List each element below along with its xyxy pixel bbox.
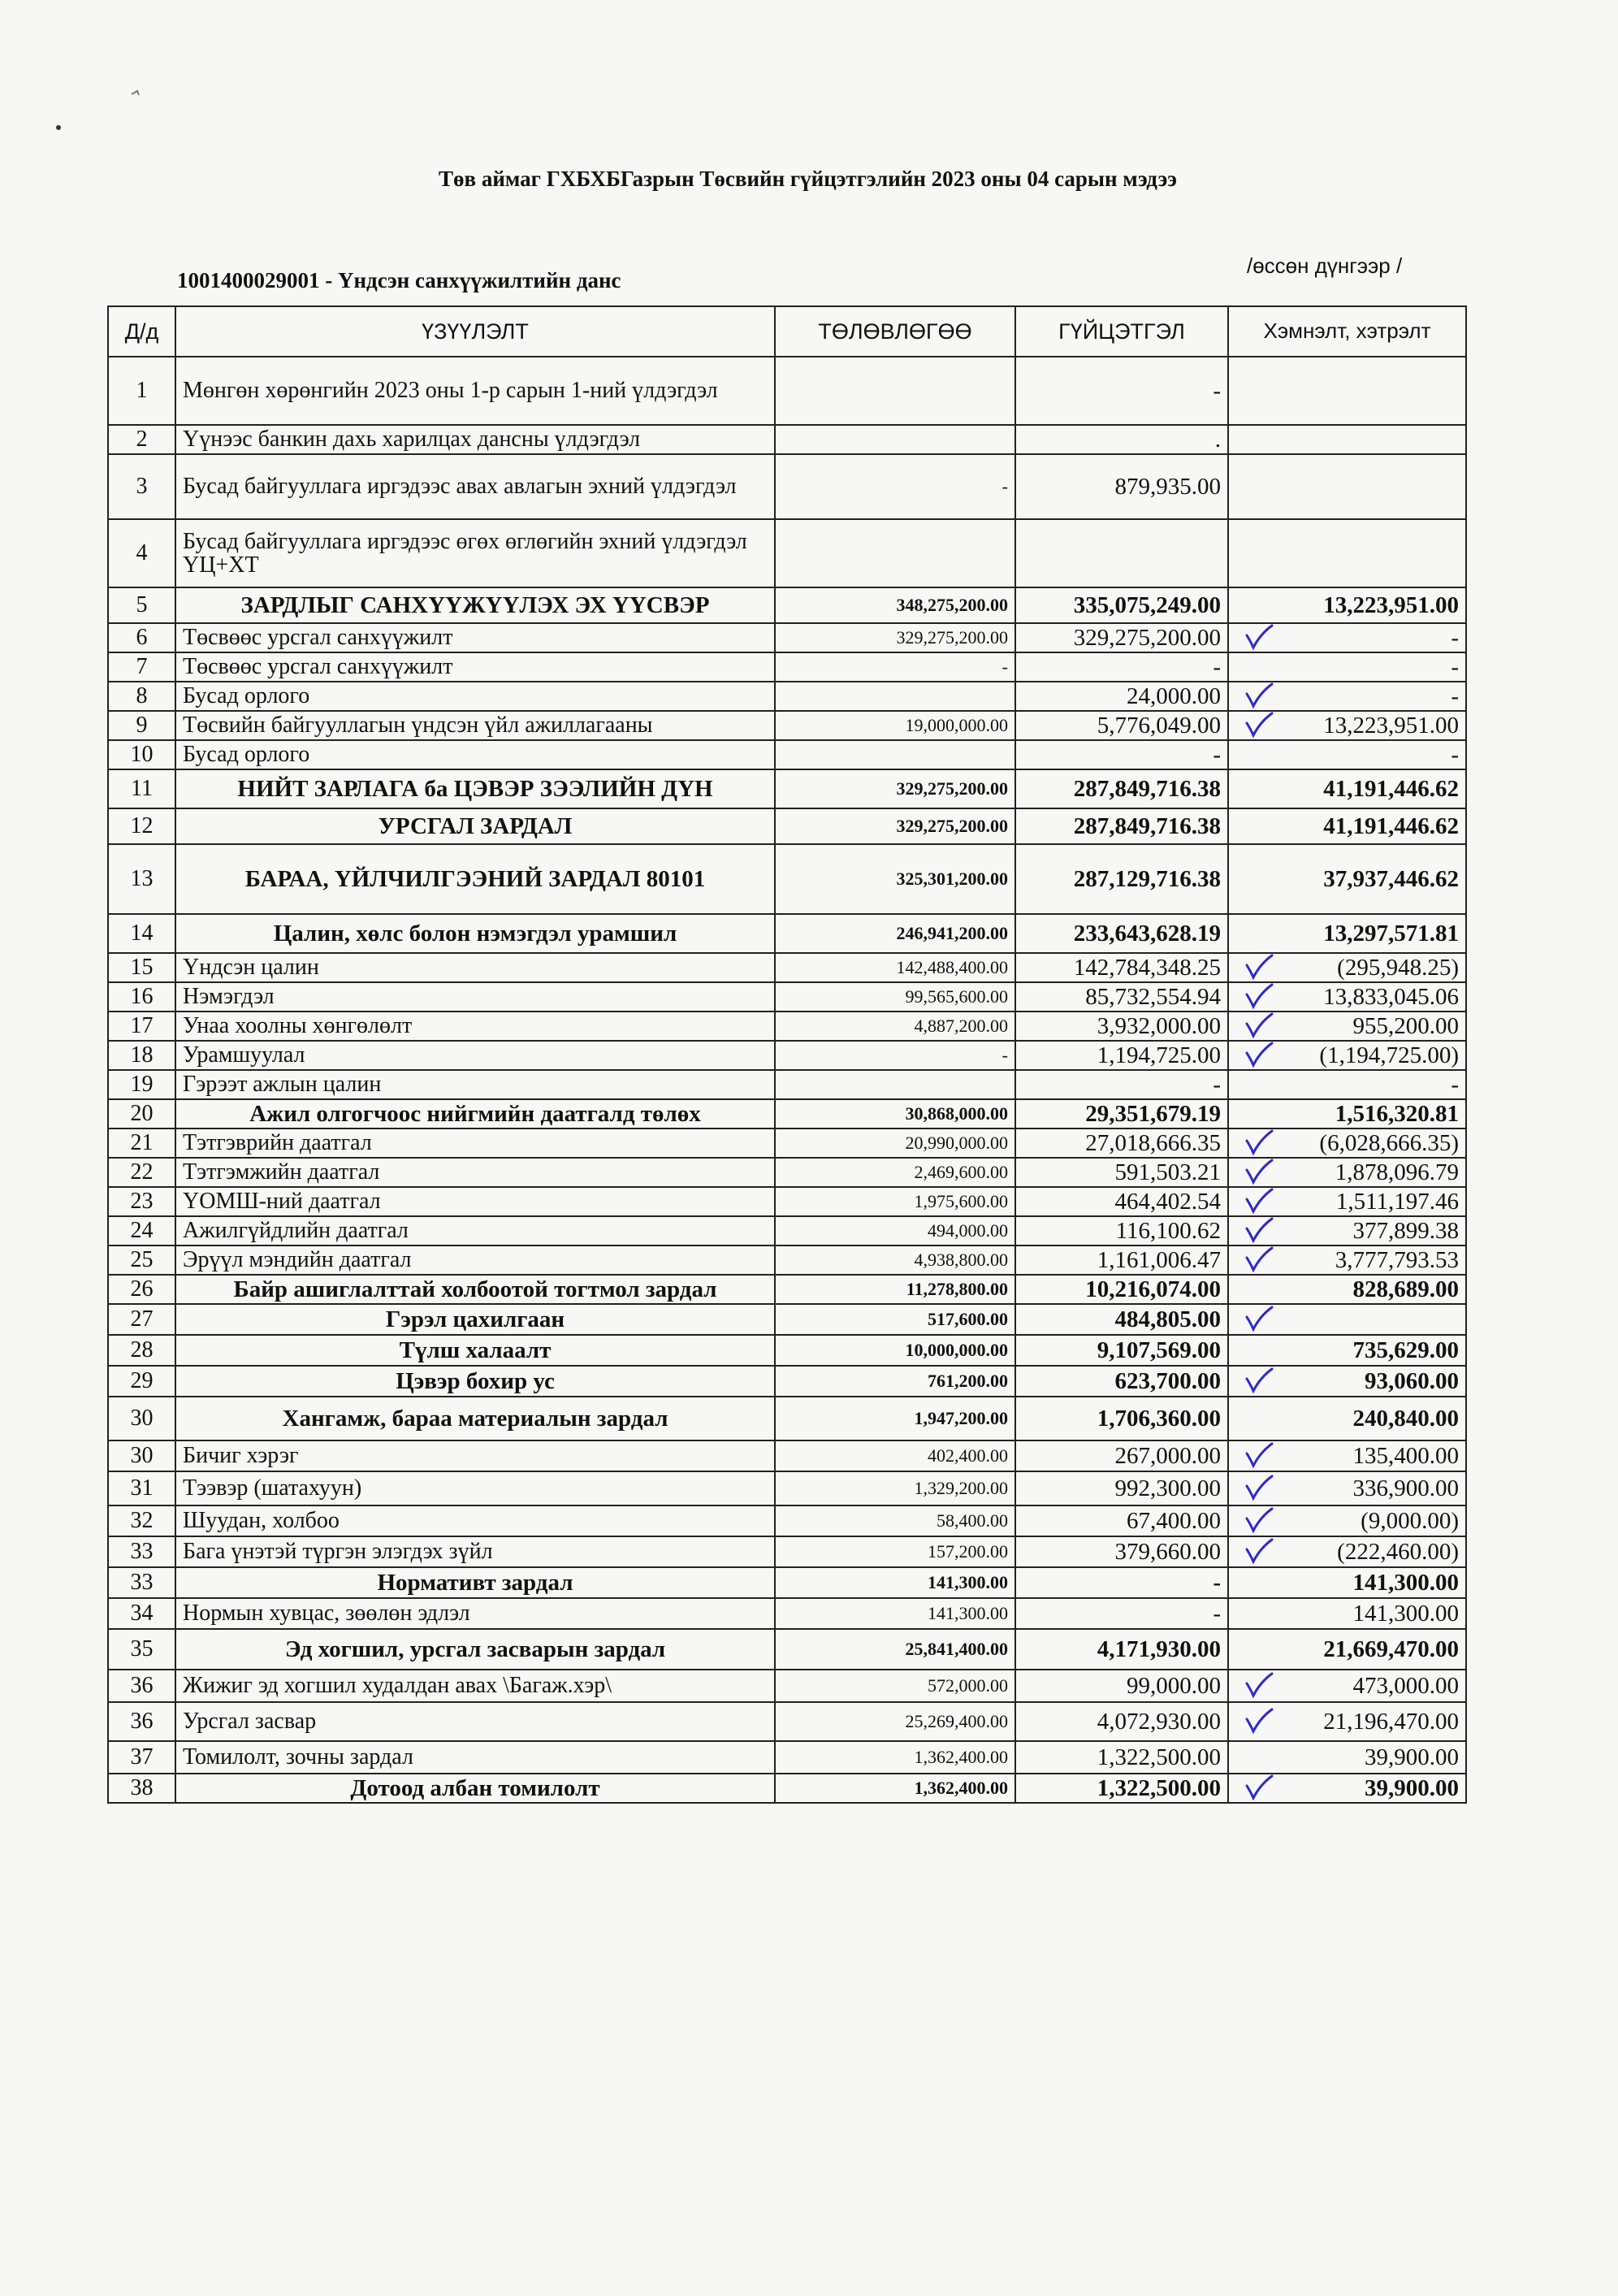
row-label: Бусад орлого xyxy=(175,682,775,711)
diff-cell xyxy=(1228,454,1466,519)
row-label: Дотоод албан томилолт xyxy=(175,1774,775,1803)
row-label: Нормын хувцас, зөөлөн эдлэл xyxy=(175,1598,775,1629)
row-label: ЗАРДЛЫГ САНХҮҮЖҮҮЛЭХ ЭХ ҮҮСВЭР xyxy=(175,587,775,623)
row-number: 38 xyxy=(108,1774,175,1803)
exec-cell: 5,776,049.00 xyxy=(1015,711,1228,740)
table-row xyxy=(108,740,1466,769)
row-label: Цалин, хөлс болон нэмэгдэл урамшил xyxy=(175,914,775,953)
row-number: 19 xyxy=(108,1070,175,1099)
row-label: Мөнгөн хөрөнгийн 2023 оны 1-р сарын 1-ний үлдэгдэл xyxy=(175,357,775,425)
row-label: Цэвэр бохир ус xyxy=(175,1366,775,1397)
plan-cell: 4,938,800.00 xyxy=(775,1245,1015,1275)
table-row xyxy=(108,652,1466,682)
checkmark-icon xyxy=(1244,1708,1274,1734)
table-row xyxy=(108,1275,1466,1304)
row-number: 2 xyxy=(108,425,175,454)
exec-cell: 591,503.21 xyxy=(1015,1158,1228,1187)
checkmark-icon xyxy=(1244,624,1274,650)
exec-cell: 233,643,628.19 xyxy=(1015,914,1228,953)
plan-cell: 325,301,200.00 xyxy=(775,844,1015,914)
exec-cell: 116,100.62 xyxy=(1015,1216,1228,1245)
diff-cell: (1,194,725.00) xyxy=(1228,1041,1466,1070)
row-label: Тэтгэмжийн даатгал xyxy=(175,1158,775,1187)
row-label: Урамшуулал xyxy=(175,1041,775,1070)
diff-cell: - xyxy=(1228,682,1466,711)
row-label: Хангамж, бараа материалын зардал xyxy=(175,1397,775,1440)
checkmark-icon xyxy=(1244,1159,1274,1185)
exec-cell: 4,072,930.00 xyxy=(1015,1702,1228,1741)
row-number: 20 xyxy=(108,1099,175,1129)
diff-cell: 1,516,320.81 xyxy=(1228,1099,1466,1129)
row-label: Төсвийн байгууллагын үндсэн үйл ажиллагааны xyxy=(175,711,775,740)
table-row xyxy=(108,454,1466,519)
diff-cell: 13,223,951.00 xyxy=(1228,711,1466,740)
row-number: 9 xyxy=(108,711,175,740)
diff-cell xyxy=(1228,425,1466,454)
diff-cell: - xyxy=(1228,1070,1466,1099)
exec-cell: 623,700.00 xyxy=(1015,1366,1228,1397)
plan-cell xyxy=(775,1070,1015,1099)
plan-cell: 25,269,400.00 xyxy=(775,1702,1015,1741)
exec-cell: 287,849,716.38 xyxy=(1015,808,1228,844)
plan-cell: 10,000,000.00 xyxy=(775,1335,1015,1366)
table-row xyxy=(108,1629,1466,1670)
exec-cell: 335,075,249.00 xyxy=(1015,587,1228,623)
table-row xyxy=(108,587,1466,623)
plan-cell: 494,000.00 xyxy=(775,1216,1015,1245)
row-number: 5 xyxy=(108,587,175,623)
row-label: Эрүүл мэндийн даатгал xyxy=(175,1245,775,1275)
row-label: Үүнээс банкин дахь харилцах дансны үлдэгдэл xyxy=(175,425,775,454)
row-label: Нэмэгдэл xyxy=(175,982,775,1012)
plan-cell: 517,600.00 xyxy=(775,1304,1015,1335)
row-number: 29 xyxy=(108,1366,175,1397)
diff-cell xyxy=(1228,357,1466,425)
plan-cell: 142,488,400.00 xyxy=(775,953,1015,982)
diff-cell: 135,400.00 xyxy=(1228,1440,1466,1471)
row-number: 27 xyxy=(108,1304,175,1335)
row-label: Жижиг эд хогшил худалдан авах \Багаж.хэр\ xyxy=(175,1670,775,1702)
diff-cell: 39,900.00 xyxy=(1228,1741,1466,1774)
table-row xyxy=(108,1397,1466,1440)
row-number: 34 xyxy=(108,1598,175,1629)
exec-cell: 1,322,500.00 xyxy=(1015,1774,1228,1803)
diff-cell: 41,191,446.62 xyxy=(1228,808,1466,844)
row-label: БАРАА, ҮЙЛЧИЛГЭЭНИЙ ЗАРДАЛ 80101 xyxy=(175,844,775,914)
table-row xyxy=(108,357,1466,425)
plan-cell: 25,841,400.00 xyxy=(775,1629,1015,1670)
exec-cell: 879,935.00 xyxy=(1015,454,1228,519)
row-label: Ажилгүйдлийн даатгал xyxy=(175,1216,775,1245)
row-number: 4 xyxy=(108,519,175,587)
col-header-no: Д/д xyxy=(108,306,175,357)
diff-cell: 1,878,096.79 xyxy=(1228,1158,1466,1187)
row-number: 16 xyxy=(108,982,175,1012)
table-row xyxy=(108,769,1466,808)
row-label: Бичиг хэрэг xyxy=(175,1440,775,1471)
exec-cell: 379,660.00 xyxy=(1015,1536,1228,1567)
table-row xyxy=(108,1741,1466,1774)
plan-cell xyxy=(775,519,1015,587)
col-header-diff: Хэмнэлт, хэтрэлт xyxy=(1228,306,1466,357)
row-number: 7 xyxy=(108,652,175,682)
checkmark-icon xyxy=(1244,1188,1274,1214)
plan-cell: 1,947,200.00 xyxy=(775,1397,1015,1440)
diff-cell: 21,669,470.00 xyxy=(1228,1629,1466,1670)
exec-cell xyxy=(1015,519,1228,587)
plan-cell: 402,400.00 xyxy=(775,1440,1015,1471)
row-number: 10 xyxy=(108,740,175,769)
exec-cell: 1,706,360.00 xyxy=(1015,1397,1228,1440)
plan-cell: 1,362,400.00 xyxy=(775,1741,1015,1774)
plan-cell xyxy=(775,740,1015,769)
table-row xyxy=(108,844,1466,914)
row-label: УРСГАЛ ЗАРДАЛ xyxy=(175,808,775,844)
plan-cell: - xyxy=(775,1041,1015,1070)
checkmark-icon xyxy=(1244,1246,1274,1272)
table-row xyxy=(108,1567,1466,1598)
plan-cell: 329,275,200.00 xyxy=(775,623,1015,652)
plan-cell: 141,300.00 xyxy=(775,1598,1015,1629)
plan-cell: 58,400.00 xyxy=(775,1505,1015,1536)
row-number: 26 xyxy=(108,1275,175,1304)
col-header-exec: ГҮЙЦЭТГЭЛ xyxy=(1015,306,1228,357)
plan-cell: - xyxy=(775,652,1015,682)
plan-cell: 157,200.00 xyxy=(775,1536,1015,1567)
diff-cell: 41,191,446.62 xyxy=(1228,769,1466,808)
checkmark-icon xyxy=(1244,1475,1274,1501)
row-number: 3 xyxy=(108,454,175,519)
plan-cell: 4,887,200.00 xyxy=(775,1012,1015,1041)
row-label: Бусад байгууллага иргэдээс авах авлагын эхний үлдэгдэл xyxy=(175,454,775,519)
exec-cell: 329,275,200.00 xyxy=(1015,623,1228,652)
row-label: НИЙТ ЗАРЛАГА ба ЦЭВЭР ЗЭЭЛИЙН ДҮН xyxy=(175,769,775,808)
diff-cell: 13,297,571.81 xyxy=(1228,914,1466,953)
table-row xyxy=(108,1070,1466,1099)
exec-cell: 287,849,716.38 xyxy=(1015,769,1228,808)
diff-cell: - xyxy=(1228,740,1466,769)
exec-cell: 142,784,348.25 xyxy=(1015,953,1228,982)
checkmark-icon xyxy=(1244,712,1274,738)
row-label: Ажил олгогчоос нийгмийн даатгалд төлөх xyxy=(175,1099,775,1129)
plan-cell: 2,469,600.00 xyxy=(775,1158,1015,1187)
row-label: Унаа хоолны хөнгөлөлт xyxy=(175,1012,775,1041)
plan-cell: 20,990,000.00 xyxy=(775,1129,1015,1158)
diff-cell: 735,629.00 xyxy=(1228,1335,1466,1366)
row-number: 30 xyxy=(108,1397,175,1440)
diff-cell: 3,777,793.53 xyxy=(1228,1245,1466,1275)
row-label: Шуудан, холбоо xyxy=(175,1505,775,1536)
row-number: 32 xyxy=(108,1505,175,1536)
exec-cell: 484,805.00 xyxy=(1015,1304,1228,1335)
row-number: 13 xyxy=(108,844,175,914)
exec-cell: 24,000.00 xyxy=(1015,682,1228,711)
exec-cell: 267,000.00 xyxy=(1015,1440,1228,1471)
checkmark-icon xyxy=(1244,1367,1274,1393)
diff-cell: 1,511,197.46 xyxy=(1228,1187,1466,1216)
row-label: Нормативт зардал xyxy=(175,1567,775,1598)
diff-cell: 13,833,045.06 xyxy=(1228,982,1466,1012)
row-label: Томилолт, зочны зардал xyxy=(175,1741,775,1774)
row-number: 1 xyxy=(108,357,175,425)
exec-cell: - xyxy=(1015,1598,1228,1629)
exec-cell: 1,161,006.47 xyxy=(1015,1245,1228,1275)
plan-cell: 572,000.00 xyxy=(775,1670,1015,1702)
table-row xyxy=(108,519,1466,587)
exec-cell: 3,932,000.00 xyxy=(1015,1012,1228,1041)
table-row xyxy=(108,425,1466,454)
row-label: Гэрэл цахилгаан xyxy=(175,1304,775,1335)
diff-cell: 141,300.00 xyxy=(1228,1598,1466,1629)
exec-cell: - xyxy=(1015,652,1228,682)
plan-cell: 11,278,800.00 xyxy=(775,1275,1015,1304)
col-header-item: ҮЗҮҮЛЭЛТ xyxy=(175,306,775,357)
plan-cell: 761,200.00 xyxy=(775,1366,1015,1397)
row-number: 14 xyxy=(108,914,175,953)
diff-cell: (295,948.25) xyxy=(1228,953,1466,982)
row-number: 33 xyxy=(108,1536,175,1567)
row-label: Төсвөөс урсгал санхүүжилт xyxy=(175,623,775,652)
scan-speck-mark xyxy=(130,88,141,99)
exec-cell: 464,402.54 xyxy=(1015,1187,1228,1216)
plan-cell: 1,362,400.00 xyxy=(775,1774,1015,1803)
row-number: 17 xyxy=(108,1012,175,1041)
row-label: Тээвэр (шатахуун) xyxy=(175,1471,775,1505)
exec-cell: 27,018,666.35 xyxy=(1015,1129,1228,1158)
plan-cell: 19,000,000.00 xyxy=(775,711,1015,740)
diff-cell: (6,028,666.35) xyxy=(1228,1129,1466,1158)
row-number: 6 xyxy=(108,623,175,652)
exec-cell: - xyxy=(1015,740,1228,769)
table-header-row xyxy=(108,306,1466,357)
exec-cell: . xyxy=(1015,425,1228,454)
row-number: 24 xyxy=(108,1216,175,1245)
exec-cell: 1,322,500.00 xyxy=(1015,1741,1228,1774)
diff-cell: (222,460.00) xyxy=(1228,1536,1466,1567)
checkmark-icon xyxy=(1244,1774,1274,1800)
checkmark-icon xyxy=(1244,1672,1274,1698)
diff-cell xyxy=(1228,519,1466,587)
table-row xyxy=(108,914,1466,953)
row-label: Гэрээт ажлын цалин xyxy=(175,1070,775,1099)
row-label: ҮОМШ-ний даатгал xyxy=(175,1187,775,1216)
plan-cell: 348,275,200.00 xyxy=(775,587,1015,623)
diff-cell: 21,196,470.00 xyxy=(1228,1702,1466,1741)
plan-cell: 246,941,200.00 xyxy=(775,914,1015,953)
exec-cell: 1,194,725.00 xyxy=(1015,1041,1228,1070)
row-number: 15 xyxy=(108,953,175,982)
plan-cell: 141,300.00 xyxy=(775,1567,1015,1598)
row-label: Байр ашиглалттай холбоотой тогтмол зардал xyxy=(175,1275,775,1304)
plan-cell: 99,565,600.00 xyxy=(775,982,1015,1012)
diff-cell: 377,899.38 xyxy=(1228,1216,1466,1245)
plan-cell: 329,275,200.00 xyxy=(775,769,1015,808)
row-label: Төсвөөс урсгал санхүүжилт xyxy=(175,652,775,682)
scan-speck-mark xyxy=(54,122,65,133)
row-number: 11 xyxy=(108,769,175,808)
row-number: 18 xyxy=(108,1041,175,1070)
row-label: Урсгал засвар xyxy=(175,1702,775,1741)
exec-cell: 67,400.00 xyxy=(1015,1505,1228,1536)
table-row xyxy=(108,1099,1466,1129)
diff-cell: 336,900.00 xyxy=(1228,1471,1466,1505)
account-label: 1001400029001 - Үндсэн санхүүжилтийн данс xyxy=(177,268,621,292)
plan-cell: 1,975,600.00 xyxy=(775,1187,1015,1216)
table-row xyxy=(108,808,1466,844)
row-label: Үндсэн цалин xyxy=(175,953,775,982)
row-label: Түлш халаалт xyxy=(175,1335,775,1366)
row-number: 30 xyxy=(108,1440,175,1471)
checkmark-icon xyxy=(1244,1042,1274,1068)
checkmark-icon xyxy=(1244,1129,1274,1155)
exec-cell: 29,351,679.19 xyxy=(1015,1099,1228,1129)
row-number: 21 xyxy=(108,1129,175,1158)
diff-cell: 93,060.00 xyxy=(1228,1366,1466,1397)
table-body xyxy=(108,357,1466,1803)
row-number: 37 xyxy=(108,1741,175,1774)
exec-cell: 85,732,554.94 xyxy=(1015,982,1228,1012)
exec-cell: - xyxy=(1015,1567,1228,1598)
row-number: 22 xyxy=(108,1158,175,1187)
row-number: 31 xyxy=(108,1471,175,1505)
checkmark-icon xyxy=(1244,682,1274,708)
checkmark-icon xyxy=(1244,1442,1274,1468)
row-number: 8 xyxy=(108,682,175,711)
exec-cell: - xyxy=(1015,1070,1228,1099)
row-label: Тэтгэврийн даатгал xyxy=(175,1129,775,1158)
exec-cell: - xyxy=(1015,357,1228,425)
checkmark-icon xyxy=(1244,1538,1274,1564)
checkmark-icon xyxy=(1244,1012,1274,1038)
diff-cell: 473,000.00 xyxy=(1228,1670,1466,1702)
diff-cell: 37,937,446.62 xyxy=(1228,844,1466,914)
table-row xyxy=(108,1335,1466,1366)
exec-cell: 9,107,569.00 xyxy=(1015,1335,1228,1366)
row-number: 35 xyxy=(108,1629,175,1670)
row-number: 12 xyxy=(108,808,175,844)
checkmark-icon xyxy=(1244,954,1274,980)
col-header-plan: ТӨЛӨВЛӨГӨӨ xyxy=(775,306,1015,357)
checkmark-icon xyxy=(1244,1507,1274,1533)
table-row xyxy=(108,1598,1466,1629)
exec-cell: 287,129,716.38 xyxy=(1015,844,1228,914)
row-number: 36 xyxy=(108,1670,175,1702)
plan-cell xyxy=(775,682,1015,711)
exec-cell: 10,216,074.00 xyxy=(1015,1275,1228,1304)
unit-note: /өссөн дүнгээр / xyxy=(1247,253,1403,278)
diff-cell: 955,200.00 xyxy=(1228,1012,1466,1041)
diff-cell: (9,000.00) xyxy=(1228,1505,1466,1536)
diff-cell: 828,689.00 xyxy=(1228,1275,1466,1304)
plan-cell: - xyxy=(775,454,1015,519)
row-label: Бусад орлого xyxy=(175,740,775,769)
plan-cell: 329,275,200.00 xyxy=(775,808,1015,844)
plan-cell xyxy=(775,425,1015,454)
diff-cell: 240,840.00 xyxy=(1228,1397,1466,1440)
checkmark-icon xyxy=(1244,1217,1274,1243)
row-number: 25 xyxy=(108,1245,175,1275)
plan-cell: 30,868,000.00 xyxy=(775,1099,1015,1129)
exec-cell: 99,000.00 xyxy=(1015,1670,1228,1702)
report-title: Төв аймаг ГХБХБГазрын Төсвийн гүйцэтгэлийн 2023 оны 04 сарын мэдээ xyxy=(439,167,1177,191)
row-label: Бага үнэтэй түргэн элэгдэх зүйл xyxy=(175,1536,775,1567)
diff-cell: 39,900.00 xyxy=(1228,1774,1466,1803)
row-label: Эд хогшил, урсгал засварын зардал xyxy=(175,1629,775,1670)
plan-cell xyxy=(775,357,1015,425)
row-number: 28 xyxy=(108,1335,175,1366)
row-number: 33 xyxy=(108,1567,175,1598)
checkmark-icon xyxy=(1244,1306,1274,1332)
exec-cell: 4,171,930.00 xyxy=(1015,1629,1228,1670)
checkmark-icon xyxy=(1244,983,1274,1009)
diff-cell: 141,300.00 xyxy=(1228,1567,1466,1598)
row-label: Бусад байгууллага иргэдээс өгөх өглөгийн эхний үлдэгдэл ҮЦ+ХТ xyxy=(175,519,775,587)
row-number: 36 xyxy=(108,1702,175,1741)
plan-cell: 1,329,200.00 xyxy=(775,1471,1015,1505)
row-number: 23 xyxy=(108,1187,175,1216)
diff-cell: 13,223,951.00 xyxy=(1228,587,1466,623)
exec-cell: 992,300.00 xyxy=(1015,1471,1228,1505)
diff-cell: - xyxy=(1228,652,1466,682)
diff-cell: - xyxy=(1228,623,1466,652)
